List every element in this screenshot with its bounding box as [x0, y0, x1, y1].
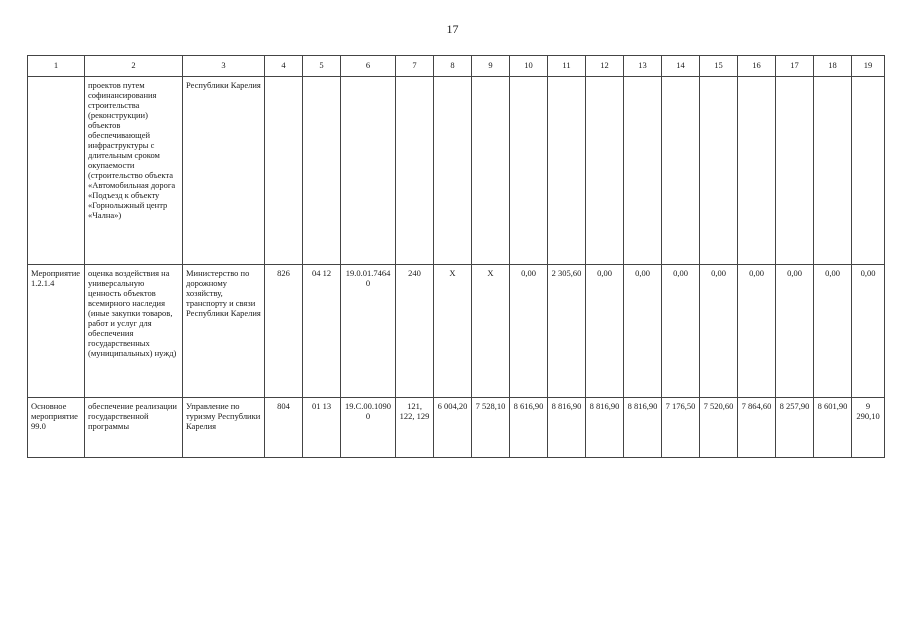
table-cell — [28, 77, 85, 265]
table-cell: 0,00 — [662, 265, 700, 398]
table-cell: 6 004,20 — [434, 398, 472, 458]
table-cell: 121, 122, 129 — [396, 398, 434, 458]
table-row — [28, 398, 885, 458]
column-header: 2 — [85, 56, 183, 77]
table-cell — [852, 77, 885, 265]
table-cell: 19.С.00.10900 — [341, 398, 396, 458]
table-cell: Основное мероприятие 99.0 — [28, 398, 85, 458]
column-header: 13 — [624, 56, 662, 77]
table-row — [28, 265, 885, 398]
column-header: 4 — [265, 56, 303, 77]
table-cell — [303, 77, 341, 265]
page-number: 17 — [446, 22, 459, 36]
table-cell — [700, 77, 738, 265]
table-cell: 2 305,60 — [548, 265, 586, 398]
table-cell: 0,00 — [700, 265, 738, 398]
table-cell: 8 816,90 — [624, 398, 662, 458]
table-row — [28, 77, 885, 265]
column-header: 16 — [738, 56, 776, 77]
column-header: 17 — [776, 56, 814, 77]
column-header: 11 — [548, 56, 586, 77]
table-cell — [586, 77, 624, 265]
budget-table — [27, 55, 885, 458]
column-header: 12 — [586, 56, 624, 77]
column-header: 19 — [852, 56, 885, 77]
table-cell: обеспечение реализации государственной программы — [85, 398, 183, 458]
table-cell: 826 — [265, 265, 303, 398]
table-cell: 0,00 — [814, 265, 852, 398]
table-cell — [776, 77, 814, 265]
table-cell: 19.0.01.74640 — [341, 265, 396, 398]
table-cell: 0,00 — [586, 265, 624, 398]
table-cell: 240 — [396, 265, 434, 398]
table-cell — [662, 77, 700, 265]
table-cell: 8 616,90 — [510, 398, 548, 458]
column-header: 15 — [700, 56, 738, 77]
table-cell: Управление по туризму Республики Карелия — [183, 398, 265, 458]
table-cell — [548, 77, 586, 265]
table-cell: Республики Карелия — [183, 77, 265, 265]
column-header: 1 — [28, 56, 85, 77]
column-header: 18 — [814, 56, 852, 77]
table-cell — [434, 77, 472, 265]
table-cell — [814, 77, 852, 265]
column-header: 5 — [303, 56, 341, 77]
table-cell: 8 816,90 — [548, 398, 586, 458]
table-cell: 8 816,90 — [586, 398, 624, 458]
table-cell: 7 864,60 — [738, 398, 776, 458]
table-cell: оценка воздействия на универсальную ценность объектов всемирного наследия (иные закупки товаров, работ и услуг для обеспечения государственных (муниципальных) нужд) — [85, 265, 183, 398]
table-cell: 0,00 — [852, 265, 885, 398]
table-cell: 8 257,90 — [776, 398, 814, 458]
table-cell: 0,00 — [776, 265, 814, 398]
table-cell: Министерство по дорожному хозяйству, транспорту и связи Республики Карелия — [183, 265, 265, 398]
header-row — [28, 56, 885, 77]
table-cell: 0,00 — [738, 265, 776, 398]
table-cell: 9 290,10 — [852, 398, 885, 458]
column-header: 6 — [341, 56, 396, 77]
column-header: 3 — [183, 56, 265, 77]
table-cell: 7 520,60 — [700, 398, 738, 458]
table-cell: 01 13 — [303, 398, 341, 458]
table-cell: 0,00 — [624, 265, 662, 398]
table-cell — [624, 77, 662, 265]
column-header: 8 — [434, 56, 472, 77]
table-cell: 7 176,50 — [662, 398, 700, 458]
table-cell — [341, 77, 396, 265]
table-cell: 804 — [265, 398, 303, 458]
column-header: 10 — [510, 56, 548, 77]
table-cell: Мероприятие 1.2.1.4 — [28, 265, 85, 398]
table-cell: 7 528,10 — [472, 398, 510, 458]
table-cell — [396, 77, 434, 265]
table-cell — [265, 77, 303, 265]
table-cell: проектов путем софинансирования строительства (реконструкции) объектов обеспечивающей инфраструктуры с длительным сроком окупаемости (строительство объекта «Автомобильная дорога «Подъезд к объекту «Горнолыжный центр «Чална») — [85, 77, 183, 265]
column-header: 14 — [662, 56, 700, 77]
table-cell — [510, 77, 548, 265]
table-cell: 8 601,90 — [814, 398, 852, 458]
table-cell: X — [434, 265, 472, 398]
table-cell: X — [472, 265, 510, 398]
table-cell — [738, 77, 776, 265]
table-cell — [472, 77, 510, 265]
column-header: 9 — [472, 56, 510, 77]
column-header: 7 — [396, 56, 434, 77]
table-cell: 04 12 — [303, 265, 341, 398]
table-cell: 0,00 — [510, 265, 548, 398]
